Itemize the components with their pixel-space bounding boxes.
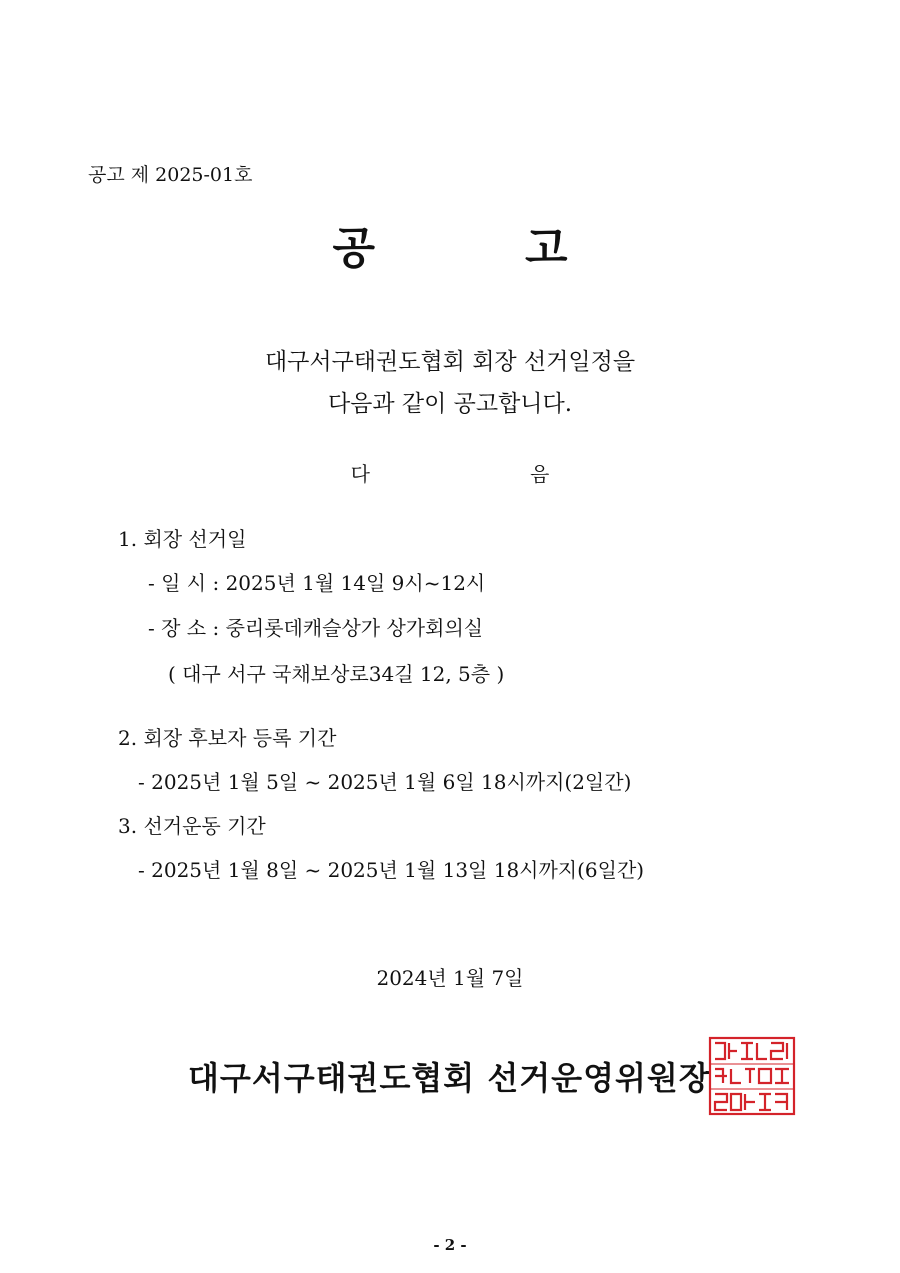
- signature-text: 대구서구태권도협회 선거운영위원장: [188, 1059, 711, 1097]
- notice-number: 공고 제 2025-01호: [88, 164, 253, 186]
- item-campaign-period: - 2025년 1월 8일 ~ 2025년 1월 13일 18시까지(6일간): [138, 858, 645, 882]
- heading-char-right: 음: [530, 462, 550, 486]
- section-heading: [0, 458, 900, 487]
- notice-date: 2024년 1월 7일: [376, 966, 524, 990]
- item-registration-period: - 2025년 1월 5일 ~ 2025년 1월 6일 18시까지(2일간): [138, 770, 632, 794]
- item-election-address: ( 대구 서구 국채보상로34길 12, 5층 ): [168, 662, 505, 686]
- intro-line-1: 대구서구태권도협회 회장 선거일정을: [264, 349, 636, 375]
- title-char-left: 공: [332, 223, 375, 274]
- page-title: [0, 212, 900, 276]
- official-seal-stamp: [707, 1035, 797, 1117]
- item-election-day: 1. 회장 선거일: [118, 527, 247, 551]
- item-election-time: - 일 시 : 2025년 1월 14일 9시~12시: [148, 571, 486, 595]
- intro-line-2: 다음과 같이 공고합니다.: [327, 391, 573, 417]
- heading-char-left: 다: [350, 462, 370, 486]
- title-char-right: 고: [525, 223, 568, 274]
- page-number: - 2 -: [433, 1236, 467, 1254]
- item-registration: 2. 회장 후보자 등록 기간: [118, 726, 337, 750]
- item-campaign: 3. 선거운동 기간: [118, 814, 266, 838]
- item-election-place: - 장 소 : 중리롯데캐슬상가 상가회의실: [148, 616, 484, 640]
